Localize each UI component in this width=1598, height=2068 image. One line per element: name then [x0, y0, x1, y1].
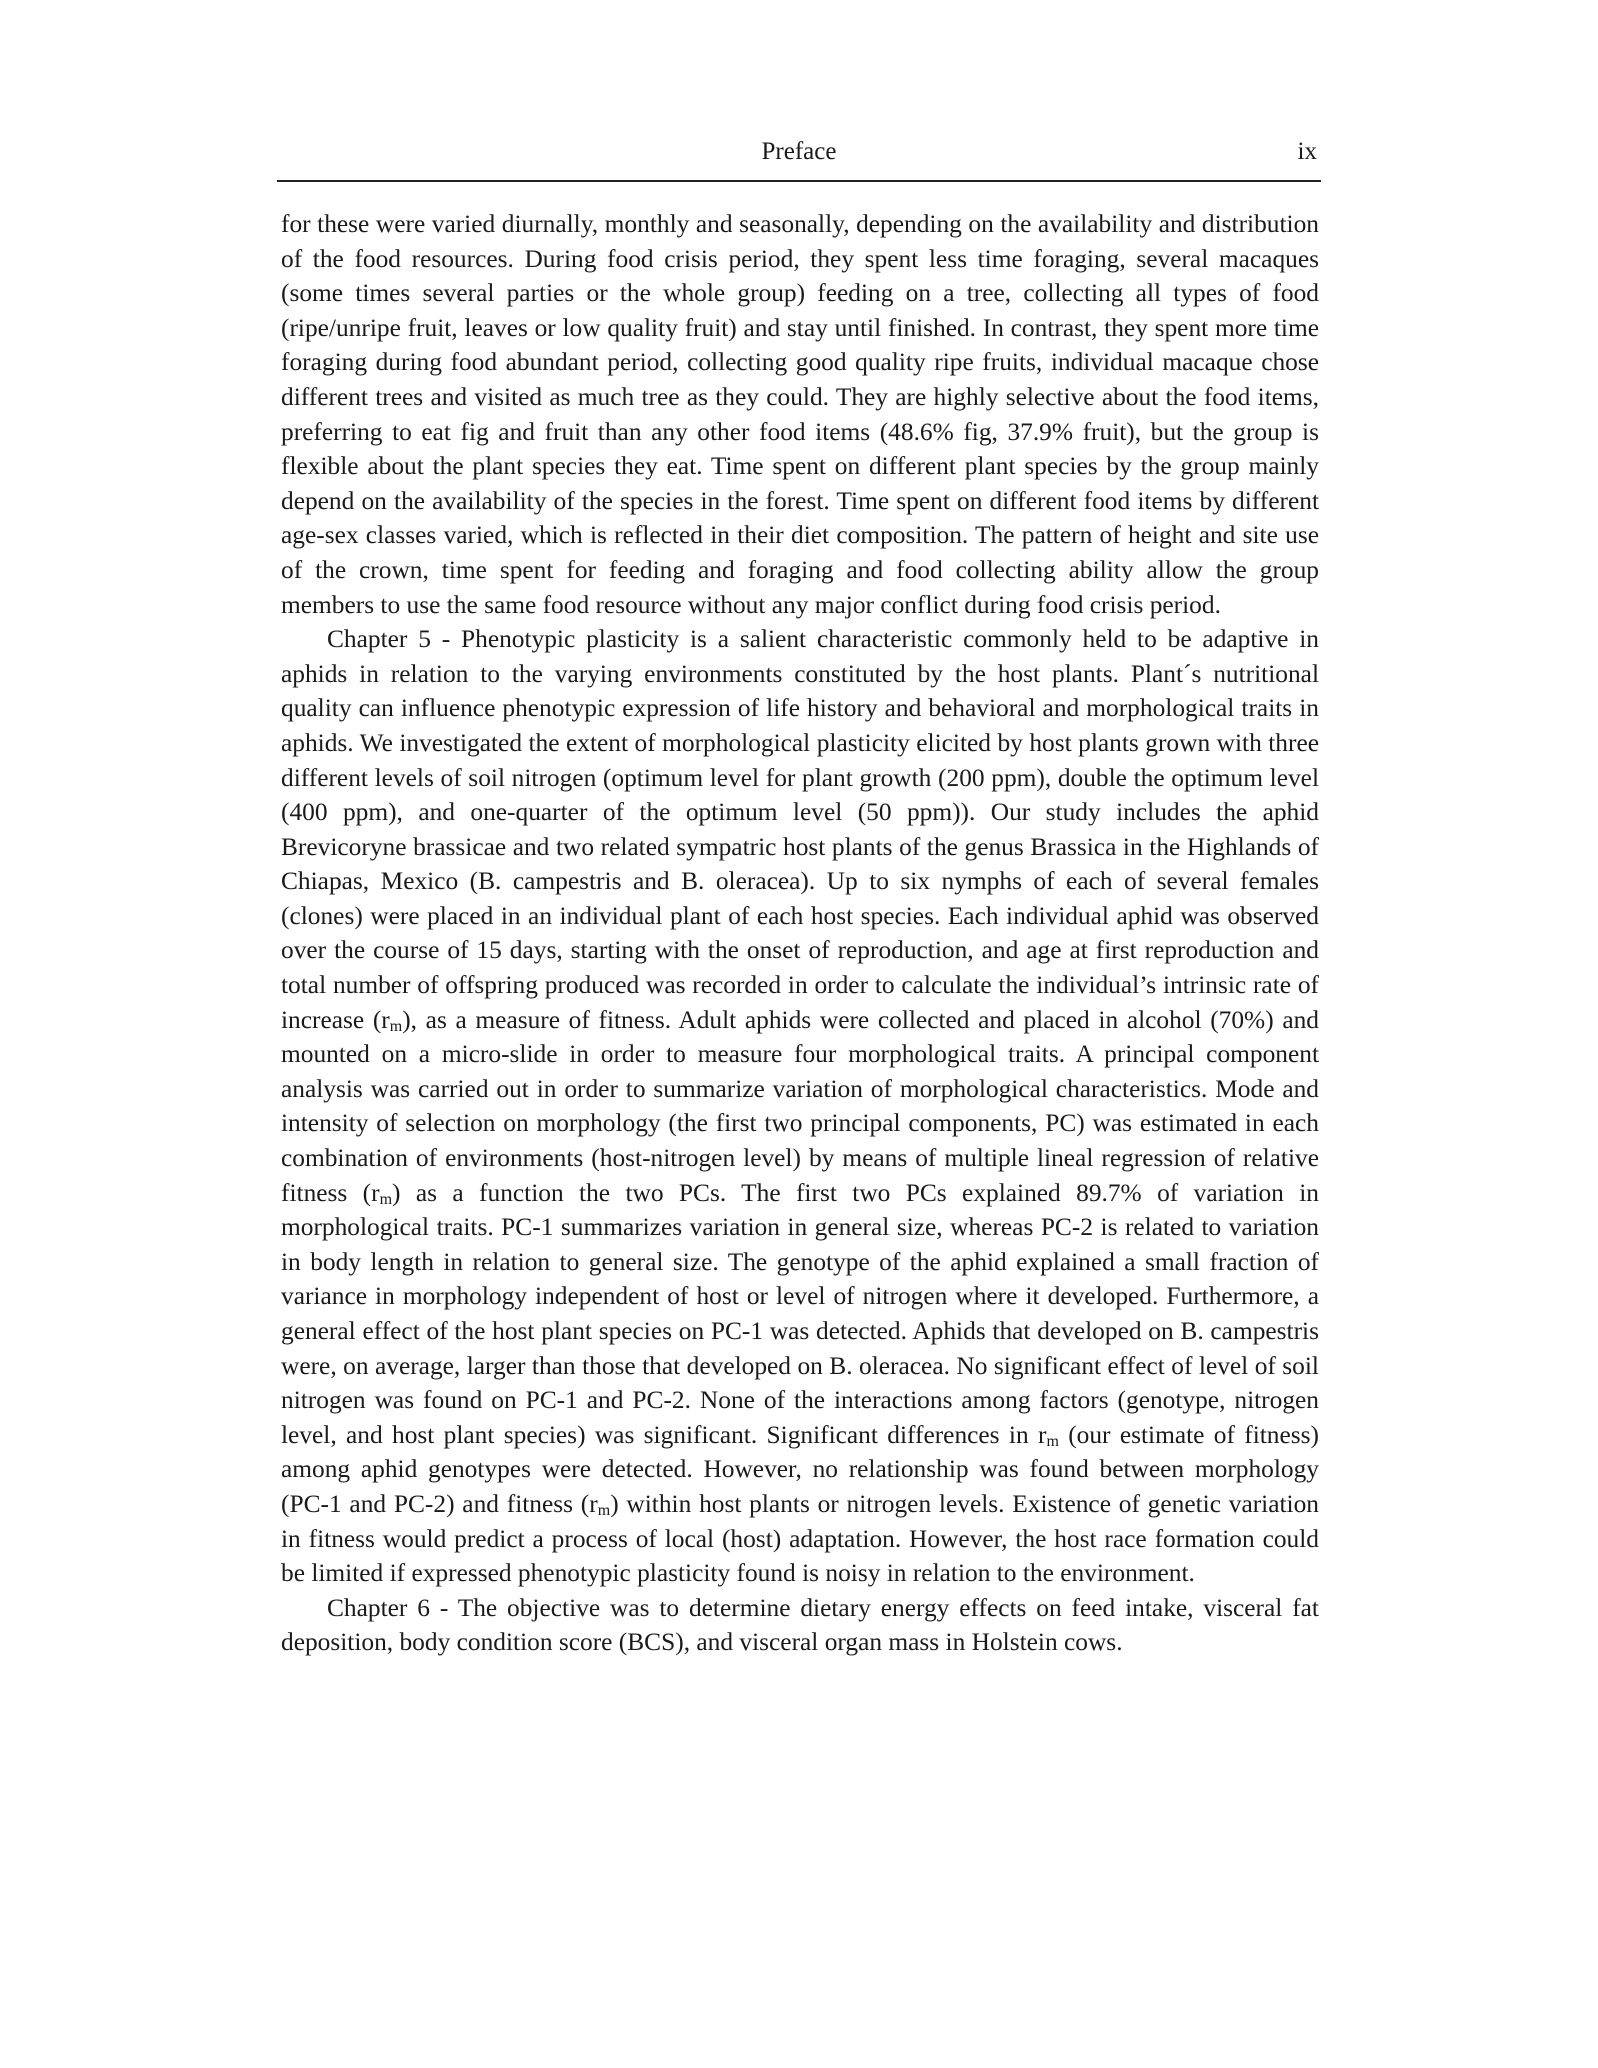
paragraph-continuation: for these were varied diurnally, monthly and seasonally, depending on the availability and distribution of the food resources. During food crisis period, they spent less time foraging, several macaques (some times several parties or the whole group) feeding on a tree, collecting all types of food (ripe/unripe fruit, leaves or low quality fruit) and stay until finished. In contrast, they spent more time foraging during food abundant period, collecting good quality ripe fruits, individual macaque chose different trees and visited as much tree as they could. They are highly selective about the food items, preferring to eat fig and fruit than any other food items (48.6% fig, 37.9% fruit), but the group is flexible about the plant species they eat. Time spent on different plant species by the group mainly depend on the availability of the species in the forest. Time spent on different food items by different age-sex classes varied, which is reflected in their diet composition. The pattern of height and site use of the crown, time spent for feeding and foraging and food collecting ability allow the group members to use the same food resource without any major conflict during food crisis period.: [281, 210, 1319, 619]
subscript: m: [1046, 1432, 1059, 1450]
body-text: [281, 207, 1319, 1660]
subscript: m: [379, 1190, 393, 1208]
text-segment: ) within host plants or nitrogen levels. Existence of genetic variation in fitness would predict a process of local (host) adaptation. However, the host race formation could be limited if expressed phenotypic plasticity found is noisy in relation to the environment.: [281, 1489, 1319, 1588]
text-segment: ), as a measure of fitness. Adult aphids were collected and placed in alcohol (70%) and mounted on a micro-slide in order to measure four morphological traits. A principal component analysis was carried out in order to summarize variation of morphological characteristics. Mode and intensity of selection on morphology (the first two principal components, PC) was estimated in each combination of environments (host-nitrogen level) by means of multiple lineal regression of relative fitness (r: [281, 1005, 1319, 1207]
text-segment: (our estimate of fitness) among aphid genotypes were detected. However, no relationship was found between morphology (PC-1 and PC-2) and fitness (r: [281, 1420, 1319, 1518]
paragraph-chapter-6: Chapter 6 - The objective was to determine dietary energy effects on feed intake, visceral fat deposition, body condition score (BCS), and visceral organ mass in Holstein cows.: [281, 1593, 1319, 1657]
text-segment: Chapter 5 - Phenotypic plasticity is a salient characteristic commonly held to be adaptive in aphids in relation to the varying environments constituted by the host plants. Plant´s nutritional quality can influence phenotypic expression of life history and behavioral and morphological traits in aphids. We investigated the extent of morphological plasticity elicited by host plants grown with three different levels of soil nitrogen (optimum level for plant growth (200 ppm), double the optimum level (400 ppm), and one-quarter of the optimum level (50 ppm)). Our study includes the aphid Brevicoryne brassicae and two related sympatric host plants of the genus Brassica in the Highlands of Chiapas, Mexico (B. campestris and B. oleracea). Up to six nymphs of each of several females (clones) were placed in an individual plant of each host species. Each individual aphid was observed over the course of 15 days, starting with the onset of reproduction, and age at first reproduction and total number of offspring produced was recorded in order to calculate the individual’s intrinsic rate of increase (r: [281, 625, 1319, 1034]
subscript: m: [389, 1017, 403, 1035]
subscript: m: [597, 1502, 611, 1520]
paragraph-chapter-5: [281, 622, 1319, 1591]
page-number: ix: [1297, 138, 1317, 165]
running-header: [277, 136, 1321, 182]
text-segment: ) as a function the two PCs. The first two PCs explained 89.7% of variation in morphological traits. PC-1 summarizes variation in general size, whereas PC-2 is related to variation in body length in relation to general size. The genotype of the aphid explained a small fraction of variance in morphology independent of host or level of nitrogen where it developed. Furthermore, a general effect of the host plant species on PC-1 was detected. Aphids that developed on B. campestris were, on average, larger than those that developed on B. oleracea. No significant effect of level of soil nitrogen was found on PC-1 and PC-2. None of the interactions among factors (genotype, nitrogen level, and host plant species) was significant. Significant differences in r: [281, 1178, 1319, 1449]
running-title: Preface: [761, 138, 837, 165]
